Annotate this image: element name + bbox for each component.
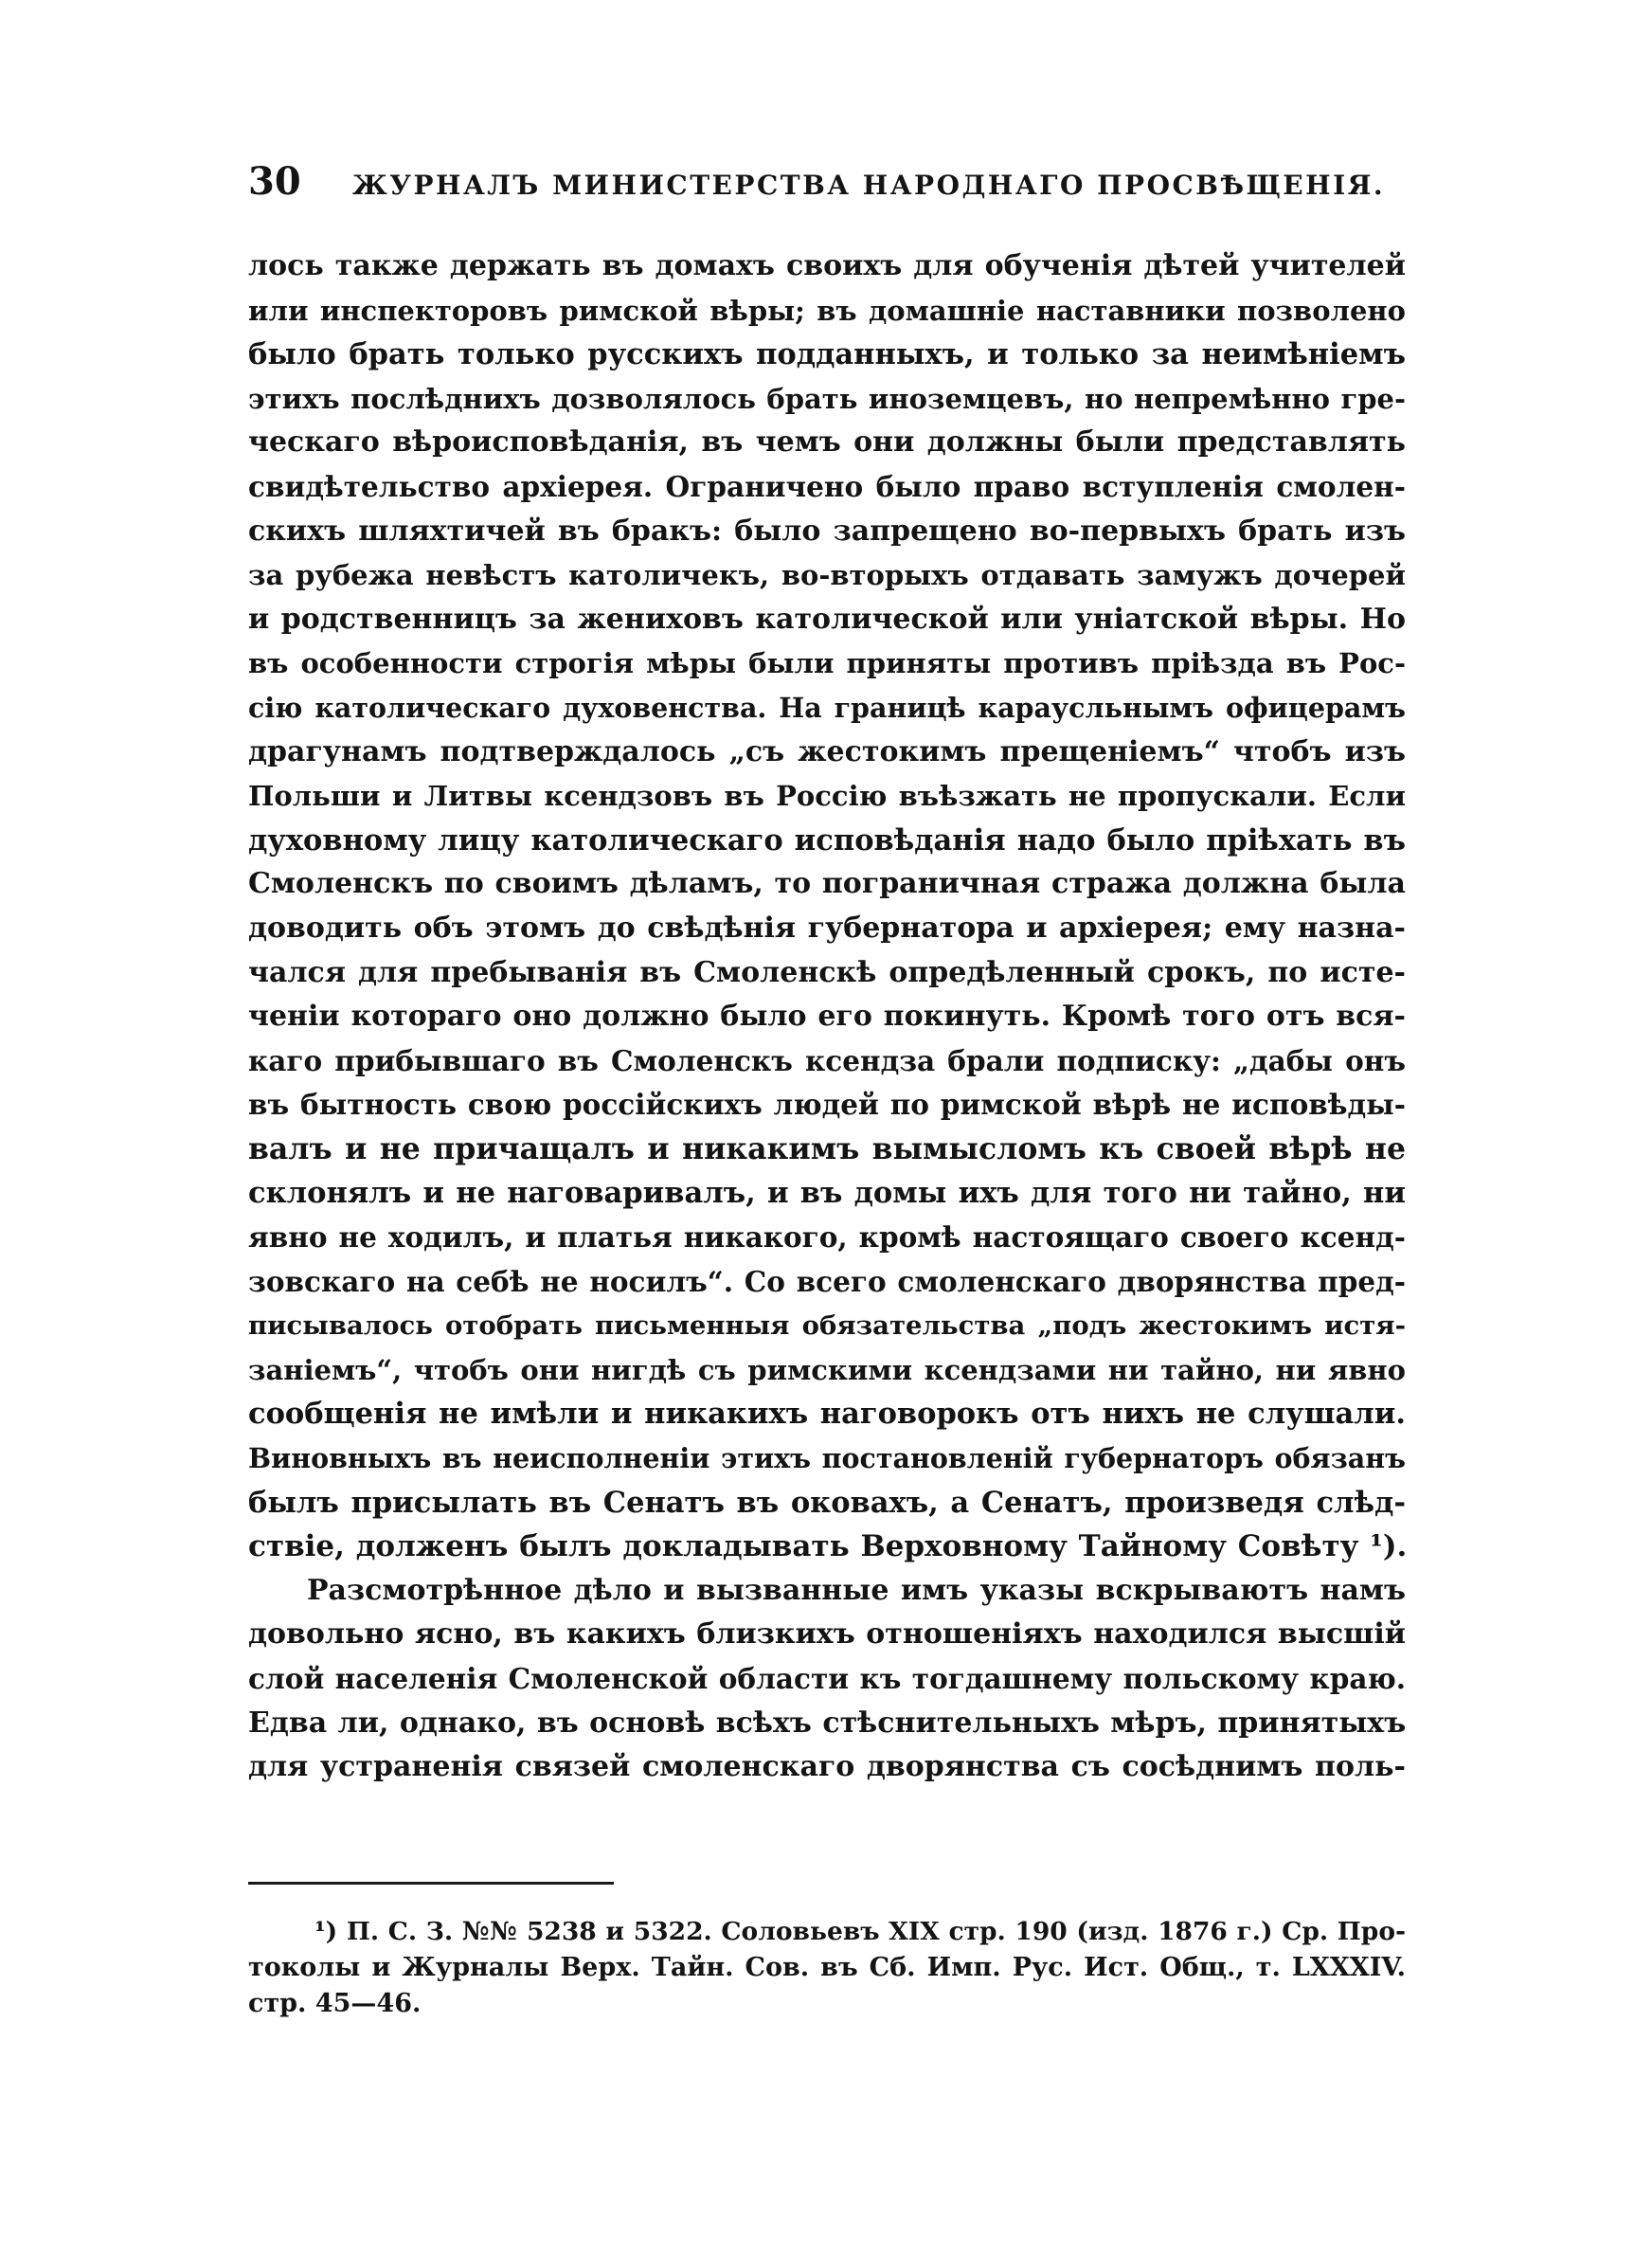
body-line-paragraph-end: ствіе, долженъ былъ докладывать Верховному Тайному Совѣту ¹).: [248, 1529, 1408, 1564]
footnote-divider: [248, 1882, 614, 1885]
body-line: ченіи котораго оно должно было его покинуть. Кромѣ того отъ вся-: [248, 1000, 1406, 1034]
body-line: сообщенія не имѣли и никакихъ наговорокъ отъ нихъ не слушали.: [248, 1397, 1406, 1432]
body-line: валъ и не причащалъ и никакимъ вымысломъ къ своей вѣрѣ не: [248, 1130, 1406, 1166]
body-line: доводить объ этомъ до свѣдѣнія губернатора и архіерея; ему назна-: [248, 911, 1406, 945]
body-line: Польши и Литвы ксендзовъ въ Россію въѣзжать не пропускали. Если: [248, 780, 1406, 813]
body-line: этихъ послѣднихъ дозволялось брать иноземцевъ, но непремѣнно гре-: [248, 382, 1406, 415]
body-line: духовному лицу католическаго исповѣданія надо было пріѣхать въ: [248, 822, 1406, 858]
body-line: склонялъ и не наговаривалъ, и въ домы ихъ для того ни тайно, ни: [248, 1176, 1406, 1211]
page-number: 30: [248, 159, 301, 204]
footnote-line: стр. 45—46.: [248, 1989, 422, 2018]
running-head: [248, 159, 1406, 216]
body-line: былъ присылать въ Сенатъ въ оковахъ, а Сенатъ, произведя слѣд-: [248, 1485, 1406, 1520]
body-line: зовскаго на себѣ не носилъ“. Со всего смоленскаго дворянства пред-: [248, 1264, 1406, 1298]
footnotes: [248, 1914, 1406, 2022]
body-text: [248, 244, 1406, 1790]
body-line: слой населенія Смоленской области къ тогдашнему польскому краю.: [248, 1662, 1406, 1695]
body-line: лось также держать въ домахъ своихъ для обученія дѣтей учителей: [248, 249, 1406, 282]
body-line: за рубежа невѣстъ католичекъ, во-вторыхъ отдавать замужъ дочерей: [248, 559, 1406, 592]
body-line: скихъ шляхтичей въ бракъ: было запрещено во-первыхъ брать изъ: [248, 514, 1406, 548]
body-line: было брать только русскихъ подданныхъ, и только за неимѣніемъ: [248, 337, 1406, 372]
body-line: для устраненія связей смоленскаго дворянства съ сосѣднимъ поль-: [248, 1750, 1406, 1784]
body-line: довольно ясно, въ какихъ близкихъ отношеніяхъ находился высшій: [248, 1617, 1406, 1652]
body-line: заніемъ“, чтобъ они нигдѣ съ римскими ксендзами ни тайно, ни явно: [248, 1353, 1406, 1386]
body-line: Виновныхъ въ неисполненіи этихъ постановленій губернаторъ обязанъ: [248, 1442, 1406, 1475]
journal-title: ЖУРНАЛЪ МИНИСТЕРСТВА НАРОДНАГО ПРОСВѢЩЕНІЯ.: [352, 170, 1386, 201]
body-line: ческаго вѣроисповѣданія, въ чемъ они должны были представлять: [248, 425, 1406, 460]
body-line: сію католическаго духовенства. На границѣ карауcльнымъ офицерамъ: [248, 691, 1406, 724]
body-line: Едва ли, однако, въ основѣ всѣхъ стѣснительныхъ мѣръ, принятыхъ: [248, 1706, 1407, 1740]
body-line: въ бытность свою россійскихъ людей по римской вѣрѣ не исповѣды-: [248, 1088, 1406, 1122]
body-line: или инспекторовъ римской вѣры; въ домашніе наставники позволено: [248, 294, 1406, 327]
body-line: писывалось отобрать письменныя обязательства „подъ жестокимъ истя-: [248, 1310, 1406, 1342]
body-line: чался для пребыванія въ Смоленскѣ опредѣленный срокъ, по исте-: [248, 955, 1406, 989]
body-line: каго прибывшаго въ Смоленскъ ксендза брали подписку: „дабы онъ: [248, 1043, 1406, 1077]
footnote-line: ¹) П. С. З. №№ 5238 и 5322. Соловьевъ XIX стр. 190 (изд. 1876 г.) Ср. Про-: [314, 1917, 1406, 1946]
body-line-paragraph-start: Разсмотрѣнное дѣло и вызванные имъ указы вскрываютъ намъ: [307, 1573, 1406, 1607]
body-line: явно не ходилъ, и платья никакого, кромѣ настоящаго своего ксенд-: [248, 1220, 1406, 1255]
body-line: въ особенности строгія мѣры были приняты противъ пріѣзда въ Рос-: [248, 647, 1406, 680]
body-line: драгунамъ подтверждалось „съ жестокимъ прещеніемъ“ чтобъ изъ: [248, 734, 1406, 768]
body-line: Смоленскъ по своимъ дѣламъ, то пограничная стража должна была: [248, 867, 1406, 901]
footnote-line: токолы и Журналы Верх. Тайн. Сов. въ Сб. Имп. Рус. Ист. Общ., т. LXXXIV.: [248, 1953, 1406, 1982]
body-line: свидѣтельство архіерея. Ограничено было право вступленія смолен-: [248, 469, 1406, 503]
body-line: и родственницъ за жениховъ католической или уніатской вѣры. Но: [248, 602, 1406, 636]
